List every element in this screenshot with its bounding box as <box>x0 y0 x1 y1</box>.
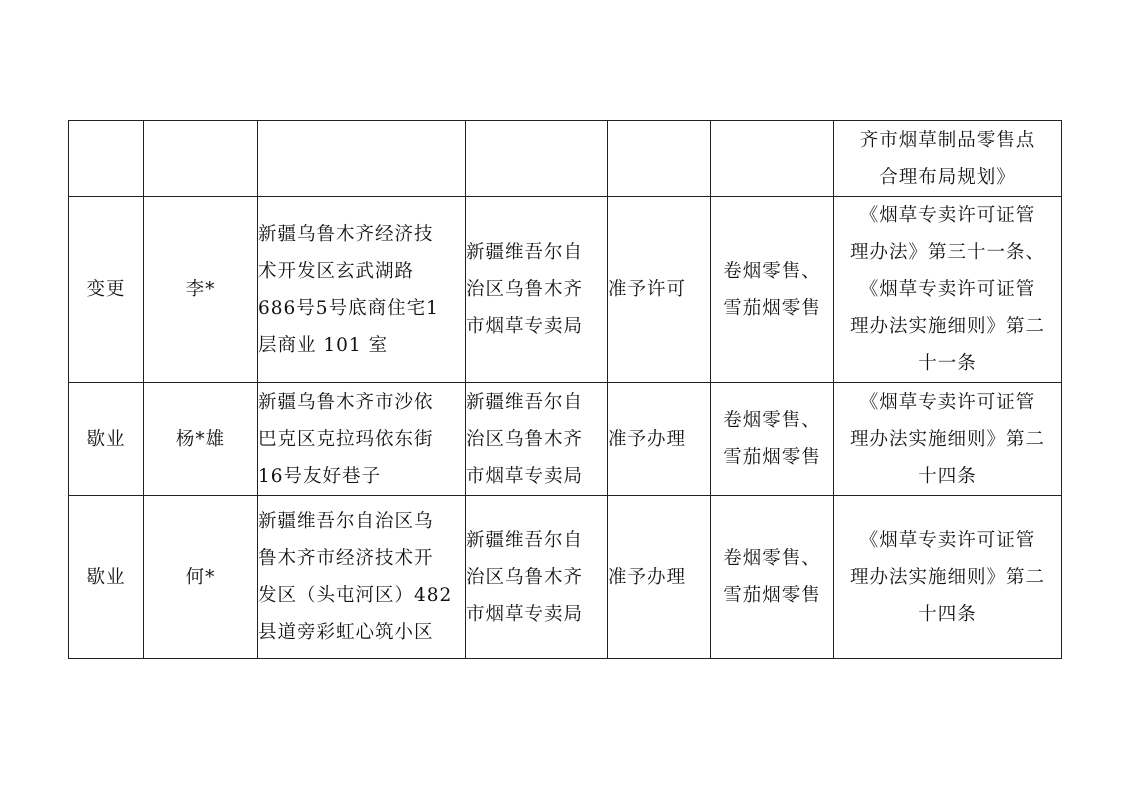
cell-address-line: 发区（头屯河区）482 <box>258 585 453 606</box>
cell-address <box>258 383 466 496</box>
cell-authority <box>466 496 608 659</box>
cell-address-line: 16号友好巷子 <box>258 465 382 487</box>
cell-change-type: 歇业 <box>69 496 144 659</box>
cell-address <box>258 121 466 197</box>
cell-address-line: 新疆乌鲁木齐市沙依 <box>258 391 434 413</box>
cell-business-scope <box>711 383 834 496</box>
cell-business-scope <box>711 496 834 659</box>
cell-address-line: 巴克区克拉玛依东街 <box>258 428 434 450</box>
cell-legal-basis-line: 《烟草专卖许可证管 <box>859 205 1036 226</box>
cell-authority <box>466 383 608 496</box>
cell-legal-basis-line: 十四条 <box>918 465 977 487</box>
cell-legal-basis <box>834 383 1062 496</box>
table-row <box>69 496 1062 659</box>
cell-business-scope <box>711 121 834 197</box>
cell-business-scope-line: 卷烟零售、 <box>723 410 821 431</box>
cell-address-line: 术开发区玄武湖路 <box>258 260 415 282</box>
cell-authority-line: 新疆维吾尔自 <box>466 242 584 263</box>
cell-authority-line: 市烟草专卖局 <box>466 465 584 487</box>
cell-change-type <box>69 121 144 197</box>
cell-legal-basis <box>834 496 1062 659</box>
cell-decision <box>608 121 711 197</box>
cell-business-scope-line: 卷烟零售、 <box>723 260 821 282</box>
cell-address <box>258 496 466 659</box>
cell-change-type: 歇业 <box>69 383 144 496</box>
cell-legal-basis <box>834 121 1062 197</box>
cell-applicant-name: 何* <box>144 496 258 659</box>
cell-authority-line: 治区乌鲁木齐 <box>466 279 584 300</box>
cell-address-line: 层商业 101 室 <box>258 334 389 356</box>
cell-address-line: 鲁木齐市经济技术开 <box>258 548 434 569</box>
cell-legal-basis-line: 《烟草专卖许可证管 <box>859 391 1036 413</box>
table-row <box>69 197 1062 383</box>
cell-legal-basis-line: 合理布局规划》 <box>879 166 1016 188</box>
cell-applicant-name: 杨*雄 <box>144 383 258 496</box>
cell-authority-line: 市烟草专卖局 <box>466 316 584 337</box>
cell-change-type: 变更 <box>69 197 144 383</box>
cell-authority-line: 市烟草专卖局 <box>466 603 584 625</box>
cell-business-scope-line: 雪茄烟零售 <box>723 447 821 468</box>
cell-decision: 准予办理 <box>608 496 711 659</box>
cell-business-scope-line: 卷烟零售、 <box>723 548 821 569</box>
cell-legal-basis <box>834 197 1062 383</box>
cell-business-scope-line: 雪茄烟零售 <box>723 585 821 606</box>
cell-address-line: 县道旁彩虹心筑小区 <box>258 622 434 643</box>
cell-applicant-name: 李* <box>144 197 258 383</box>
cell-authority-line: 新疆维吾尔自 <box>466 529 584 551</box>
cell-address-line: 新疆乌鲁木齐经济技 <box>258 223 434 245</box>
cell-address-line: 新疆维吾尔自治区乌 <box>258 511 434 532</box>
license-table <box>68 120 1062 659</box>
cell-authority <box>466 197 608 383</box>
cell-legal-basis-line: 理办法》第三十一条、 <box>849 242 1045 263</box>
cell-legal-basis-line: 齐市烟草制品零售点 <box>859 129 1036 151</box>
cell-authority-line: 治区乌鲁木齐 <box>466 428 584 450</box>
cell-address <box>258 197 466 383</box>
cell-applicant-name <box>144 121 258 197</box>
cell-business-scope-line: 雪茄烟零售 <box>723 297 821 319</box>
cell-legal-basis-line: 理办法实施细则》第二 <box>849 566 1045 588</box>
table-row <box>69 383 1062 496</box>
cell-legal-basis-line: 十一条 <box>918 353 977 374</box>
cell-legal-basis-line: 《烟草专卖许可证管 <box>859 529 1036 551</box>
cell-legal-basis-line: 十四条 <box>918 603 977 625</box>
cell-legal-basis-line: 《烟草专卖许可证管 <box>859 279 1036 300</box>
table-row <box>69 121 1062 197</box>
cell-address-line: 686号5号底商住宅1 <box>258 297 439 319</box>
cell-legal-basis-line: 理办法实施细则》第二 <box>849 428 1045 450</box>
cell-decision: 准予办理 <box>608 383 711 496</box>
cell-legal-basis-line: 理办法实施细则》第二 <box>849 316 1045 337</box>
cell-decision: 准予许可 <box>608 197 711 383</box>
cell-authority <box>466 121 608 197</box>
cell-business-scope <box>711 197 834 383</box>
cell-authority-line: 治区乌鲁木齐 <box>466 566 584 588</box>
cell-authority-line: 新疆维吾尔自 <box>466 391 584 413</box>
